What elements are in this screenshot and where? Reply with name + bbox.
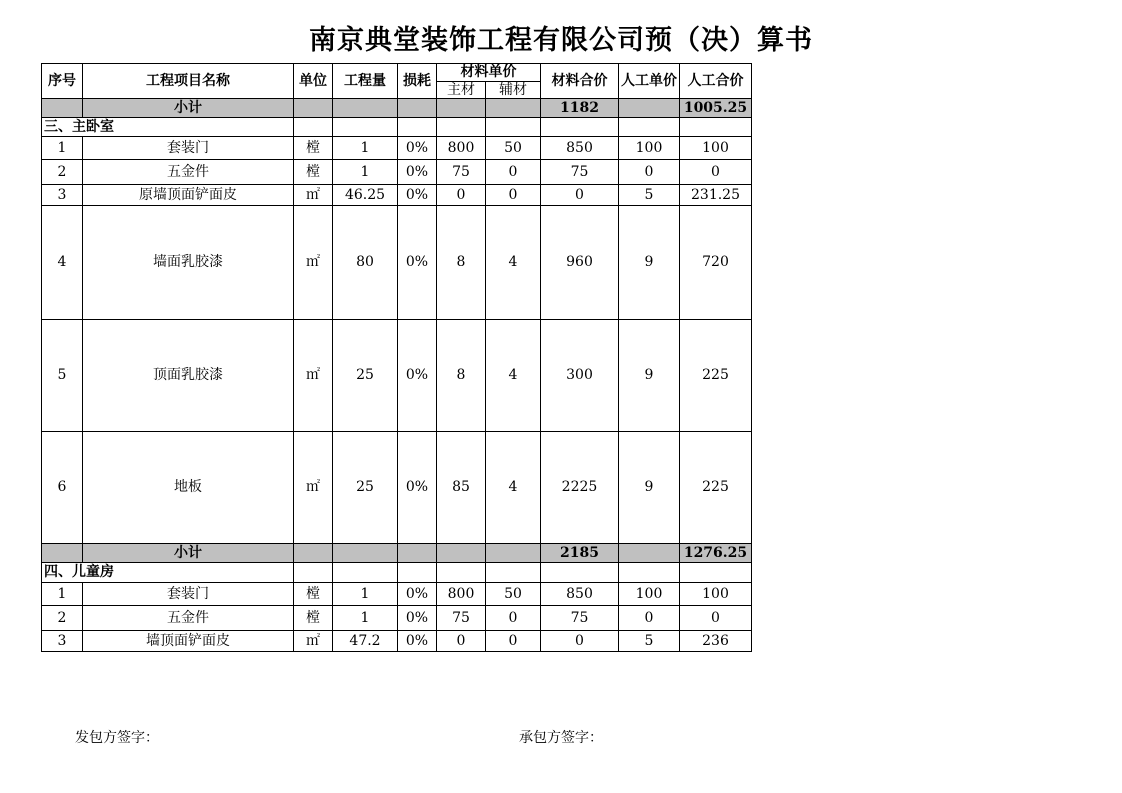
subtotal-material-total: 1182 <box>541 99 619 118</box>
cell-labor-total: 225 <box>680 320 752 432</box>
cell-mat-total: 300 <box>541 320 619 432</box>
cell-main: 800 <box>437 137 486 160</box>
table-row <box>42 185 752 206</box>
client-signature-label: 发包方签字： <box>75 730 159 746</box>
cell-seq: 2 <box>42 160 83 185</box>
cell-name: 墙面乳胶漆 <box>83 206 294 320</box>
cell-name: 原墙顶面铲面皮 <box>83 185 294 206</box>
cell-mat-total: 0 <box>541 185 619 206</box>
subtotal-row <box>42 99 752 118</box>
cell-aux: 50 <box>486 583 541 606</box>
table-row <box>42 631 752 652</box>
cell-labor-total: 231.25 <box>680 185 752 206</box>
subtotal-labor-total: 1276.25 <box>680 544 752 563</box>
cell-labor-unit: 9 <box>619 206 680 320</box>
table-row <box>42 320 752 432</box>
table-row <box>42 137 752 160</box>
cell-labor-total: 100 <box>680 583 752 606</box>
cell-mat-total: 0 <box>541 631 619 652</box>
cell-labor-unit: 5 <box>619 631 680 652</box>
cell-name: 套装门 <box>83 137 294 160</box>
cell-labor-total: 236 <box>680 631 752 652</box>
cell-unit: 樘 <box>294 137 333 160</box>
cell-main: 0 <box>437 631 486 652</box>
cell-aux: 50 <box>486 137 541 160</box>
cell-labor-total: 720 <box>680 206 752 320</box>
cell-qty: 46.25 <box>333 185 398 206</box>
contractor-signature-label: 承包方签字： <box>519 730 603 746</box>
cell-labor-unit: 5 <box>619 185 680 206</box>
cell-seq: 1 <box>42 583 83 606</box>
cell-loss: 0% <box>398 206 437 320</box>
cell-seq: 5 <box>42 320 83 432</box>
document-title: 南京典堂装饰工程有限公司预（决）算书 <box>309 25 813 56</box>
cell-mat-total: 850 <box>541 583 619 606</box>
cell-main: 0 <box>437 185 486 206</box>
header-unit: 单位 <box>294 64 333 99</box>
cell-name: 墙顶面铲面皮 <box>83 631 294 652</box>
cell-unit: ㎡ <box>294 320 333 432</box>
subtotal-row <box>42 544 752 563</box>
header-main-material: 主材 <box>437 82 486 99</box>
cell-main: 8 <box>437 206 486 320</box>
cell-labor-total: 100 <box>680 137 752 160</box>
cell-loss: 0% <box>398 137 437 160</box>
cell-aux: 4 <box>486 206 541 320</box>
subtotal-labor-total: 1005.25 <box>680 99 752 118</box>
cell-labor-unit: 100 <box>619 583 680 606</box>
table-row <box>42 583 752 606</box>
cell-loss: 0% <box>398 606 437 631</box>
header-labor-total: 人工合价 <box>680 64 752 99</box>
cell-seq: 4 <box>42 206 83 320</box>
cell-labor-total: 0 <box>680 606 752 631</box>
cell-unit: ㎡ <box>294 206 333 320</box>
header-seq: 序号 <box>42 64 83 99</box>
cell-labor-unit: 9 <box>619 320 680 432</box>
cell-mat-total: 75 <box>541 160 619 185</box>
cell-seq: 1 <box>42 137 83 160</box>
cell-aux: 0 <box>486 185 541 206</box>
cell-qty: 1 <box>333 160 398 185</box>
cell-loss: 0% <box>398 432 437 544</box>
header-material-total: 材料合价 <box>541 64 619 99</box>
cell-name: 顶面乳胶漆 <box>83 320 294 432</box>
cell-unit: 樘 <box>294 583 333 606</box>
cell-seq: 2 <box>42 606 83 631</box>
cell-main: 85 <box>437 432 486 544</box>
cell-unit: ㎡ <box>294 432 333 544</box>
cell-aux: 0 <box>486 631 541 652</box>
cell-labor-unit: 0 <box>619 160 680 185</box>
cell-labor-unit: 9 <box>619 432 680 544</box>
cell-main: 75 <box>437 160 486 185</box>
cell-loss: 0% <box>398 185 437 206</box>
cell-labor-total: 225 <box>680 432 752 544</box>
cell-seq: 3 <box>42 185 83 206</box>
cell-aux: 4 <box>486 320 541 432</box>
cell-loss: 0% <box>398 160 437 185</box>
cell-labor-unit: 100 <box>619 137 680 160</box>
table-row <box>42 606 752 631</box>
cell-qty: 1 <box>333 583 398 606</box>
cell-mat-total: 960 <box>541 206 619 320</box>
cell-qty: 1 <box>333 606 398 631</box>
subtotal-label: 小计 <box>83 544 294 563</box>
cell-labor-total: 0 <box>680 160 752 185</box>
table-row <box>42 432 752 544</box>
cell-main: 800 <box>437 583 486 606</box>
cell-name: 套装门 <box>83 583 294 606</box>
cell-unit: 樘 <box>294 160 333 185</box>
cell-seq: 3 <box>42 631 83 652</box>
cell-qty: 80 <box>333 206 398 320</box>
cell-loss: 0% <box>398 320 437 432</box>
cell-aux: 0 <box>486 606 541 631</box>
section-title: 三、主卧室 <box>42 118 294 137</box>
header-aux-material: 辅材 <box>486 82 541 99</box>
cell-unit: 樘 <box>294 606 333 631</box>
section-title: 四、儿童房 <box>42 563 294 583</box>
cell-loss: 0% <box>398 631 437 652</box>
cell-name: 五金件 <box>83 160 294 185</box>
section-header <box>42 118 752 137</box>
cell-name: 地板 <box>83 432 294 544</box>
cell-main: 8 <box>437 320 486 432</box>
subtotal-material-total: 2185 <box>541 544 619 563</box>
cell-aux: 0 <box>486 160 541 185</box>
cell-loss: 0% <box>398 583 437 606</box>
cell-unit: ㎡ <box>294 185 333 206</box>
cell-mat-total: 75 <box>541 606 619 631</box>
cell-labor-unit: 0 <box>619 606 680 631</box>
header-loss: 损耗 <box>398 64 437 99</box>
cell-qty: 25 <box>333 320 398 432</box>
quotation-table <box>41 63 752 652</box>
cell-mat-total: 850 <box>541 137 619 160</box>
header-qty: 工程量 <box>333 64 398 99</box>
cell-seq: 6 <box>42 432 83 544</box>
header-material-unit-price: 材料单价 <box>437 64 541 82</box>
subtotal-label: 小计 <box>83 99 294 118</box>
cell-unit: ㎡ <box>294 631 333 652</box>
table-row <box>42 160 752 185</box>
header-name: 工程项目名称 <box>83 64 294 99</box>
cell-mat-total: 2225 <box>541 432 619 544</box>
cell-aux: 4 <box>486 432 541 544</box>
cell-name: 五金件 <box>83 606 294 631</box>
section-header <box>42 563 752 583</box>
table-row <box>42 206 752 320</box>
cell-main: 75 <box>437 606 486 631</box>
cell-qty: 47.2 <box>333 631 398 652</box>
cell-qty: 25 <box>333 432 398 544</box>
cell-qty: 1 <box>333 137 398 160</box>
header-labor-unit: 人工单价 <box>619 64 680 99</box>
